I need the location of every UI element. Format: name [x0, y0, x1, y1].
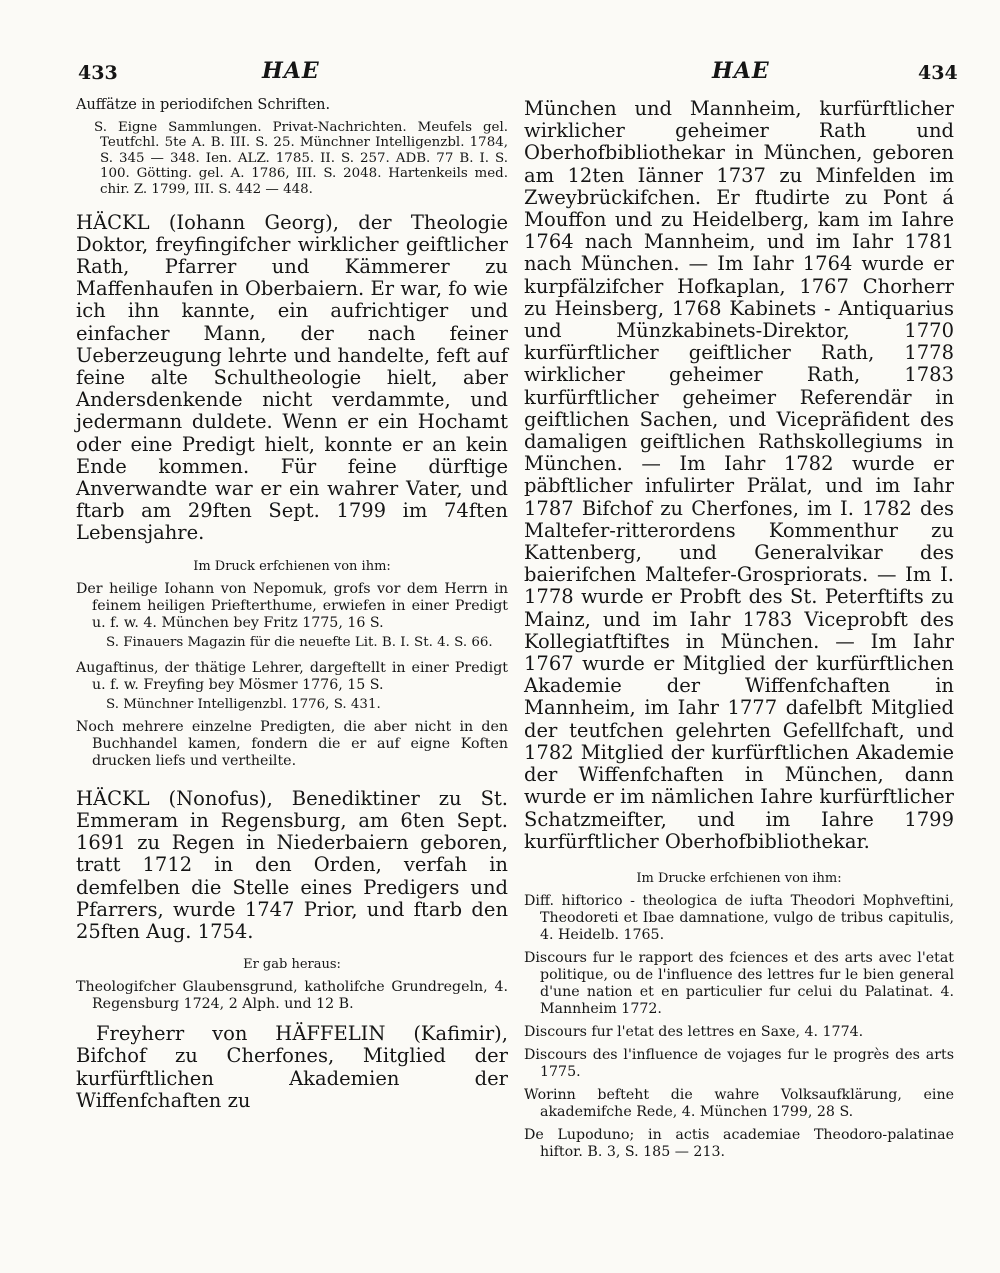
work-discours-saxe: Discours fur l'etat des lettres en Saxe, 4. 1774.	[524, 1023, 864, 1040]
running-head-left: HAE	[262, 58, 320, 84]
work-predigten: Noch mehrere einzelne Predigten, die aber nicht in den Buchhandel kamen, fondern die er auf eigne Koften drucken liefs und vertheilte.	[76, 718, 508, 769]
entry-haeffelin-start: Freyherr von HÄFFELIN (Kafimir), Bifchof zu Cherfones, Mitglied der kurfürftlichen Akademien der Wiffenfchaften zu	[76, 1022, 508, 1112]
running-head-right: HAE	[712, 58, 770, 84]
work-discours-rapport: Discours fur le rapport des fciences et des arts avec l'etat politique, ou de l'influence des lettres fur le bien general d'une nation et en particulier fur celui du Palatinat. 4. Mannheim 1772.	[524, 949, 954, 1017]
intro-line: Auffätze in periodifchen Schriften.	[76, 97, 331, 113]
entry-haeffelin-continued: München und Mannheim, kurfürftlicher wirklicher geheimer Rath und Oberhofbibliothekar in München, geboren am 12ten Iänner 1737 zu Minfelden im Zweybrückifchen. Er ftudirte zu Pont á Mouffon und zu Heidelberg, kam im Iahre 1764 nach Mannheim, und im Iahr 1781 nach München. — Im Iahr 1764 wurde er kurpfälzifcher Hofkaplan, 1767 Chorherr zu Heinsberg, 1768 Kabinets - Antiquarius und Münzkabinets-Direktor, 1770 kurfürftlicher geiftlicher Rath, 1778 wirklicher geheimer Rath, 1783 kurfürftlicher geheimer Referendär in geiftlichen Sachen, und Vicepräfident des damaligen geiftlichen Rathskollegiums in München. — Im Iahr 1782 wurde er päbftlicher infulirter Prälat, und im Iahr 1787 Bifchof zu Cherfones, im I. 1782 des Maltefer-ritterordens Kommenthur zu Kattenberg, und Generalvikar des baierifchen Maltefer-Grospriorats. — Im I. 1778 wurde er Probft des St. Peterftifts zu Mainz, und im Iahr 1783 Viceprobft des Kollegiatftiftes in München. — Im Iahr 1767 wurde er Mitglied der kurfürftlichen Akademie der Wiffenfchaften in Mannheim, im Iahr 1777 dafelbft Mitglied der teutfchen gelehrten Gefellfchaft, und 1782 Mitglied der kurfürftlichen Akademie der Wiffenfchaften in München, dann wurde er im nämlichen Iahre kurfürftlicher Schatzmeifter, und im Iahre 1799 kurfürftlicher Oberhofbibliothekar.	[524, 97, 954, 853]
work-augustinus-reference: S. Münchner Intelligenzbl. 1776, S. 431.	[106, 697, 381, 713]
entry-haeckl-nonosus: HÄCKL (Nonofus), Benediktiner zu St. Emmeram in Regensburg, am 6ten Sept. 1691 zu Regen in Niederbaiern geboren, tratt 1712 in den Orden, verfah in demfelben die Stelle eines Predigers und Pfarrers, wurde 1747 Prior, und ftarb den 25ften Aug. 1754.	[76, 786, 508, 944]
work-de-lupoduno: De Lupoduno; in actis academiae Theodoro-palatinae hiftor. B. 3, S. 185 — 213.	[524, 1126, 954, 1160]
work-glaubensgrund: Theologifcher Glaubensgrund, katholifche Grundregeln, 4. Regensburg 1724, 2 Alph. und 12 B.	[76, 979, 508, 1013]
left-column	[76, 98, 508, 1112]
work-dissertatio: Diff. hiftorico - theologica de iufta Theodori Mophveftini, Theodoreti et Ibae damnatione, vulgo de tribus capitulis, 4. Heidelb. 1765.	[524, 892, 954, 943]
page-number-right: 434	[918, 62, 958, 84]
work-discours-vojages: Discours des l'influence de vojages fur le progrès des arts 1775.	[524, 1046, 954, 1080]
work-augustinus: Augaftinus, der thätige Lehrer, dargeftellt in einer Predigt u. f. w. Freyfing bey Mösmer 1776, 15 S.	[76, 660, 508, 694]
right-printed-works-heading: Im Drucke erfchienen von ihm:	[636, 870, 842, 886]
page-number-left: 433	[78, 62, 118, 84]
edited-works-heading: Er gab heraus:	[243, 957, 341, 973]
work-volksaufklaerung: Worinn befteht die wahre Volksaufklärung, eine akademifche Rede, 4. München 1799, 28 S.	[524, 1086, 954, 1120]
entry-haeckl-johann-georg: HÄCKL (Iohann Georg), der Theologie Doktor, freyfingifcher wirklicher geiftlicher Rath, Pfarrer und Kämmerer zu Maffenhaufen in Oberbaiern. Er war, fo wie ich ihn kannte, ein aufrichtiger und einfacher Mann, der nach feiner Ueberzeugung lehrte und handelte, feft auf feine alte Schultheologie hielt, aber Andersdenkende nicht verdammte, und jedermann duldete. Wenn er ein Hochamt oder eine Predigt hielt, konnte er an kein Ende kommen. Für feine dürftige Anverwandte war er ein wahrer Vater, und ftarb am 29ften Sept. 1799 im 74ften Lebensjahre.	[76, 210, 508, 545]
printed-works-heading: Im Druck erfchienen von ihm:	[193, 558, 391, 574]
work-nepomuk-reference: S. Finauers Magazin für die neuefte Lit. B. I. St. 4. S. 66.	[106, 634, 493, 650]
right-column	[524, 98, 954, 1161]
work-nepomuk: Der heilige Iohann von Nepomuk, grofs vor dem Herrn in feinem heiligen Priefterthume, erwiefen in einer Predigt u. f. w. 4. München bey Fritz 1775, 16 S.	[76, 580, 508, 631]
intro-references: S. Eigne Sammlungen. Privat-Nachrichten. Meufels gel. Teutfchl. 5te A. B. III. S. 25. Münchner Intelligenzbl. 1784, S. 345 — 348. Ien. ALZ. 1785. II. S. 257. ADB. 77 B. I. S. 100. Götting. gel. A. 1786, III. S. 2048. Hartenkeils med. chir. Z. 1799, III. S. 442 — 448.	[94, 119, 508, 197]
